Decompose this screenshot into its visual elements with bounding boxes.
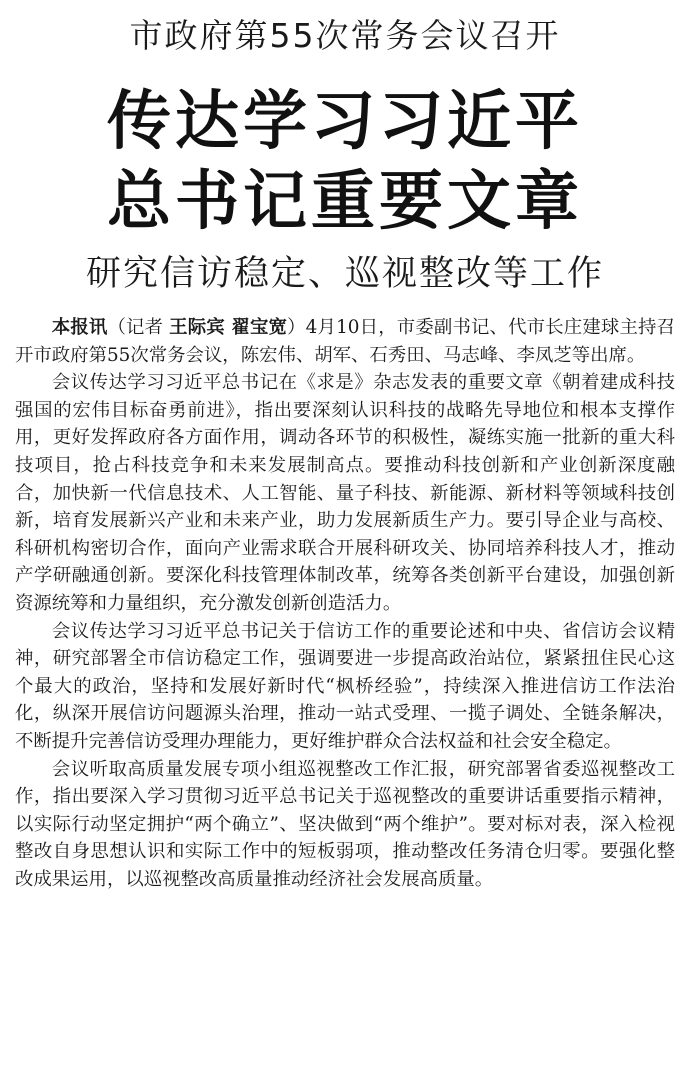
- article-headline: [0, 82, 690, 242]
- article-subheadline: 研究信访稳定、巡视整改等工作: [85, 254, 604, 294]
- lead-text: 4月10日，市委副书记、代市长庄建球主持召开市政府第55次常务会议，陈宏伟、胡军、石秀田、马志峰、李凤芝等出席。: [15, 317, 675, 366]
- lead-paragraph: [15, 314, 675, 369]
- byline-open: （记者: [107, 317, 170, 338]
- headline-line-2: 总书记重要文章: [107, 165, 583, 239]
- article-kicker: 市政府第55次常务会议召开: [129, 16, 561, 55]
- lead-tag: 本报讯: [51, 317, 108, 338]
- byline-close: ）: [287, 317, 306, 338]
- article-body: [15, 314, 675, 893]
- byline-names: 王际宾 翟宝宽: [169, 317, 288, 338]
- body-paragraph-3: 会议听取高质量发展专项小组巡视整改工作汇报，研究部署省委巡视整改工作，指出要深入学习贯彻习近平总书记关于巡视整改的重要讲话重要指示精神，以实际行动坚定拥护“两个确立”、坚决做到“两个维护”。要对标对表，深入检视整改自身思想认识和实际工作中的短板弱项，推动整改任务清仓归零。要强化整改成果运用，以巡视整改高质量推动经济社会发展高质量。: [15, 758, 675, 890]
- headline-line-1: 传达学习习近平: [107, 85, 583, 159]
- body-paragraph-1: 会议传达学习习近平总书记在《求是》杂志发表的重要文章《朝着建成科技强国的宏伟目标奋勇前进》，指出要深刻认识科技的战略先导地位和根本支撑作用，更好发挥政府各方面作用，调动各环节的积极性，凝练实施一批新的重大科技项目，抢占科技竞争和未来发展制高点。要推动科技创新和产业创新深度融合，加快新一代信息技术、人工智能、量子科技、新能源、新材料等领域科技创新，培育发展新兴产业和未来产业，助力发展新质生产力。要引导企业与高校、科研机构密切合作，面向产业需求联合开展科研攻关、协同培养科技人才，推动产学研融通创新。要深化科技管理体制改革，统筹各类创新平台建设，加强创新资源统筹和力量组织，充分激发创新创造活力。: [15, 372, 675, 614]
- body-paragraph-2: 会议传达学习习近平总书记关于信访工作的重要论述和中央、省信访会议精神，研究部署全市信访稳定工作，强调要进一步提高政治站位，紧紧扭住民心这个最大的政治，坚持和发展好新时代“枫桥经验”，持续深入推进信访工作法治化，纵深开展信访问题源头治理，推动一站式受理、一揽子调处、全链条解决，不断提升完善信访受理办理能力，更好维护群众合法权益和社会安全稳定。: [15, 620, 675, 752]
